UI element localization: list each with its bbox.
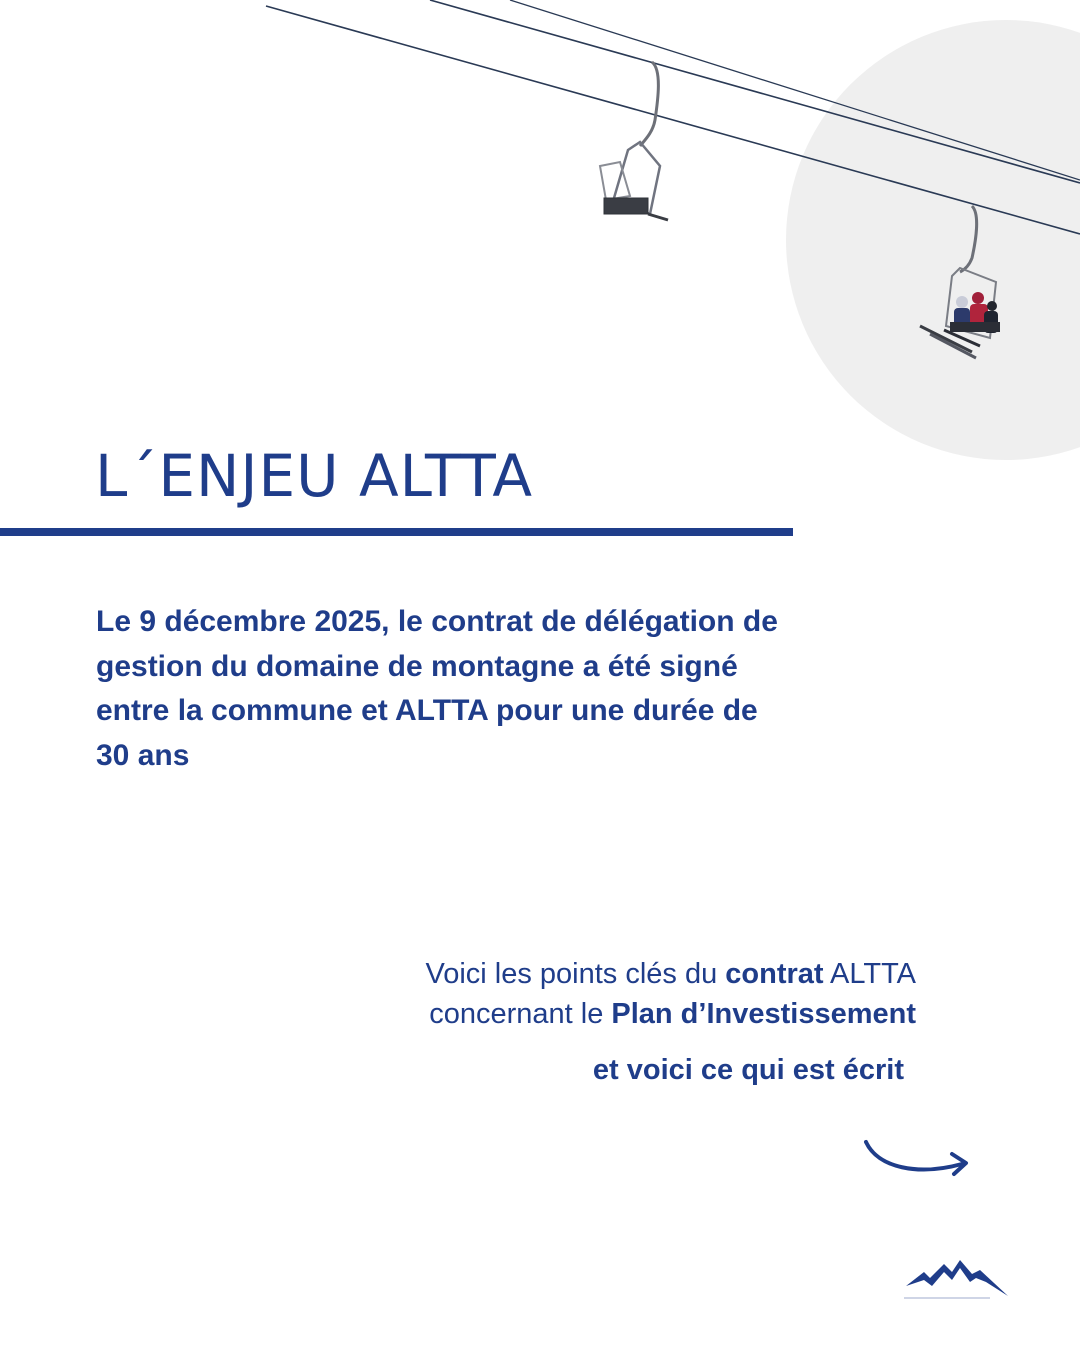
page-title: L´ENJEU ALTTA xyxy=(95,442,534,510)
keypoints-line2-prefix: concernant le xyxy=(429,998,612,1030)
keypoints-line1-bold: contrat xyxy=(725,958,824,990)
mountain-logo-icon xyxy=(900,1252,1012,1302)
title-underline xyxy=(0,528,793,536)
occupied-chair xyxy=(920,206,1000,358)
intro-paragraph: Le 9 décembre 2025, le contrat de délégation de gestion du domaine de montagne a été signé entre la commune et ALTTA pour une durée de 30 ans xyxy=(96,605,778,772)
written-text: et voici ce qui est écrit xyxy=(592,1054,904,1086)
keypoints-line1-prefix: Voici les points clés du xyxy=(425,958,726,990)
chairlift-photo xyxy=(0,0,1080,460)
keypoints-line1-suffix: ALTTA xyxy=(823,958,916,990)
keypoints-paragraph xyxy=(276,954,916,1034)
curved-arrow-right-icon[interactable] xyxy=(858,1130,978,1190)
empty-chair xyxy=(600,62,668,220)
keypoints-line2-bold: Plan d’Investissement xyxy=(611,998,916,1030)
